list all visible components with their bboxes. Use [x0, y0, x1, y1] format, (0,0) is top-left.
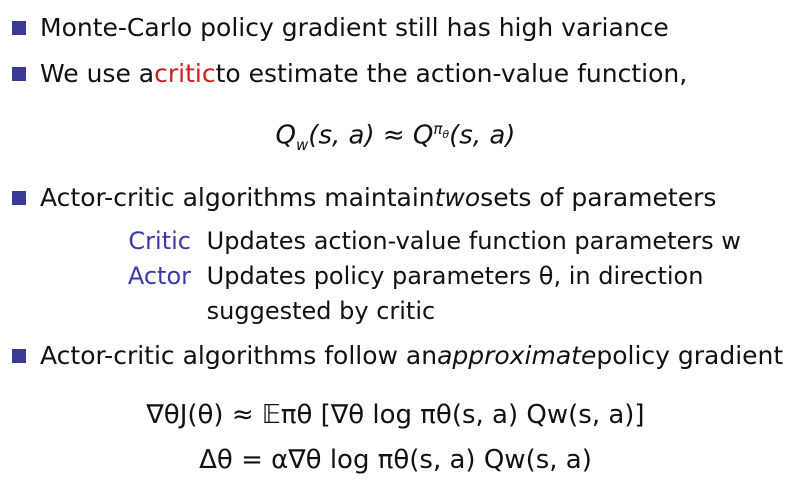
desc-actor-cont: suggested by critic [206, 297, 436, 325]
emphasis-two: two [434, 183, 481, 212]
bullet-text-pre: Actor-critic algorithms maintain [40, 183, 435, 212]
definition-critic [121, 229, 741, 253]
eq1-sub-w: w [296, 135, 309, 154]
bullet-square-icon [12, 67, 26, 81]
bullet-text-post: sets of parameters [480, 183, 717, 212]
bullet-text: Monte-Carlo policy gradient still has high variance [40, 13, 669, 42]
equation-q-approx [0, 120, 791, 154]
eq1-mid: (s, a) ≈ Q [308, 120, 434, 151]
definition-actor [121, 264, 703, 288]
bullet-approximate [12, 343, 783, 368]
eq1-sup-theta: θ [442, 128, 450, 141]
eq1-tail: (s, a) [449, 120, 516, 151]
eq1-q: Q [275, 120, 297, 151]
term-actor: Actor [127, 262, 191, 290]
bullet-square-icon [12, 191, 26, 205]
equation-policy-gradient: ∇θJ(θ) ≈ 𝔼πθ [∇θ log πθ(s, a) Qw(s, a)] [146, 400, 645, 430]
bullet-square-icon [12, 349, 26, 363]
desc-critic: Updates action-value function parameters w [206, 227, 741, 255]
bullet-text-post: policy gradient [596, 341, 784, 370]
equation-theta-update: Δθ = α∇θ log πθ(s, a) Qw(s, a) [199, 445, 592, 475]
bullet-two-sets [12, 185, 716, 210]
bullet-text-post: to estimate the action-value function, [215, 59, 688, 88]
bullet-text-pre: We use a [40, 59, 155, 88]
term-critic: Critic [128, 227, 191, 255]
emphasis-approximate: approximate [437, 341, 597, 370]
bullet-square-icon [12, 21, 26, 35]
eq1-sup-pi: π [433, 120, 443, 138]
critic-highlight: critic [154, 59, 216, 88]
bullet-monte-carlo [12, 15, 669, 40]
desc-actor: Updates policy parameters θ, in direction [206, 262, 704, 290]
bullet-text-pre: Actor-critic algorithms follow an [40, 341, 438, 370]
bullet-critic [12, 61, 687, 86]
definition-actor-cont [121, 299, 435, 323]
